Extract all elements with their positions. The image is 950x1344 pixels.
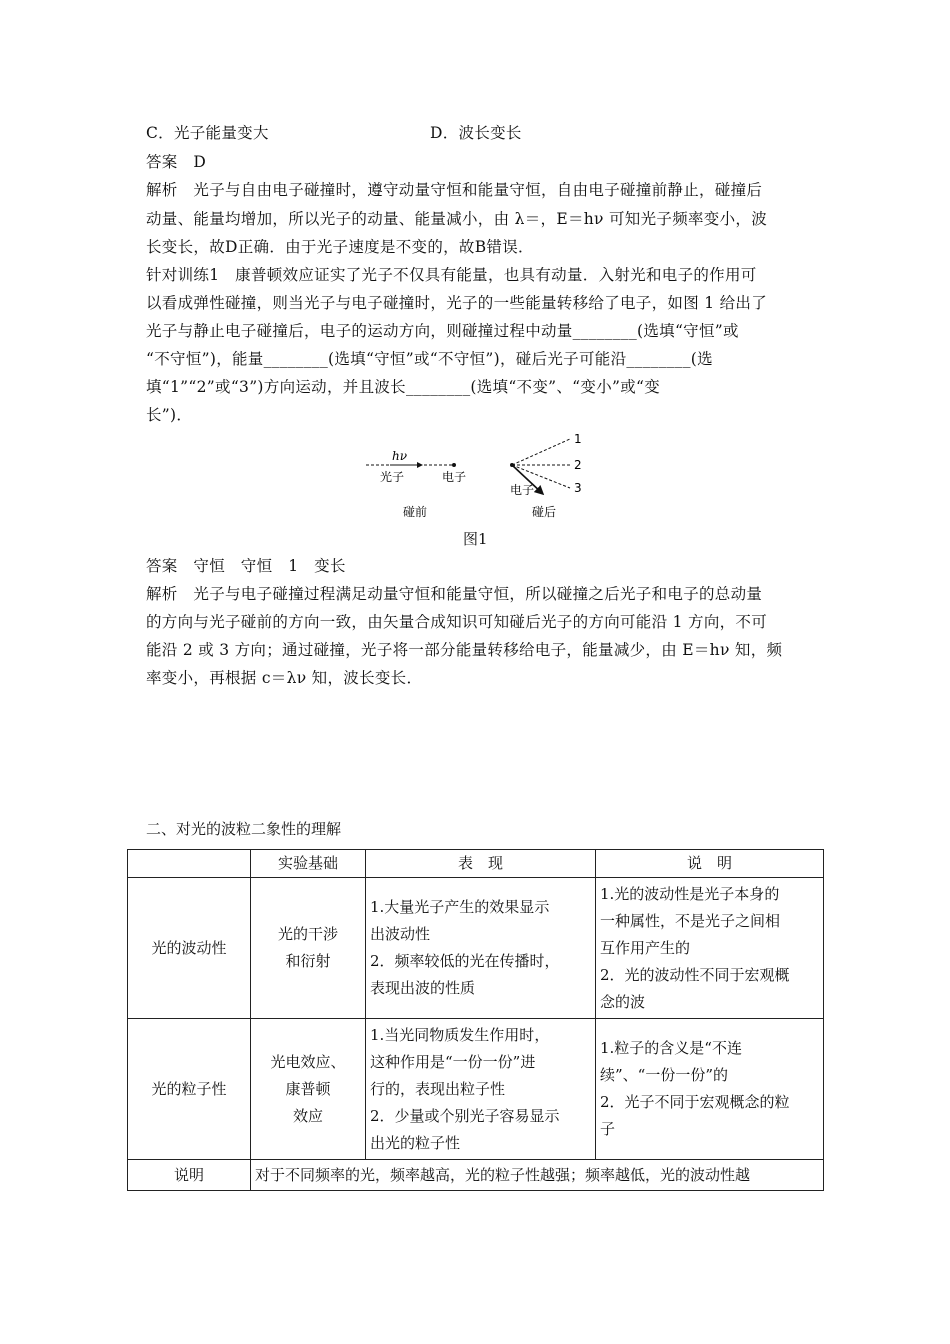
particle-note-line: 1.粒子的含义是“不连 bbox=[600, 1039, 742, 1057]
option-c bbox=[146, 123, 269, 143]
wave-particle-table bbox=[127, 849, 824, 1191]
example-analysis-line: 解析 光子与自由电子碰撞时，遵守动量守恒和能量守恒，自由电子碰撞前静止，碰撞后 bbox=[146, 181, 763, 199]
wave-behavior-line: 1.大量光子产生的效果显示 bbox=[370, 898, 550, 916]
table-row bbox=[128, 878, 824, 1019]
particle-basis-line: 康普顿 bbox=[285, 1079, 331, 1098]
particle-note-line: 续”、“一份一份”的 bbox=[600, 1066, 729, 1084]
training-line: 针对训练1 康普顿效应证实了光子不仅具有能量，也具有动量．入射光和电子的作用可 bbox=[146, 266, 757, 284]
particle-basis-line: 光电效应、 bbox=[270, 1052, 346, 1071]
header-note: 说 明 bbox=[596, 850, 824, 878]
training-analysis-line: 率变小，再根据 c＝λν 知，波长变长． bbox=[146, 669, 423, 687]
wave-label: 光的波动性 bbox=[128, 878, 251, 1019]
particle-note-line: 2．光子不同于宏观概念的粒 bbox=[600, 1093, 790, 1111]
direction-1-line bbox=[512, 439, 570, 465]
particle-behavior-line: 1.当光同物质发生作用时， bbox=[370, 1025, 550, 1044]
wave-behavior-line: 2．频率较低的光在传播时， bbox=[370, 952, 560, 970]
training-line: 以看成弹性碰撞，则当光子与电子碰撞时，光子的一些能量转移给了电子，如图 1 给出了 bbox=[146, 294, 768, 312]
summary-text: 对于不同频率的光，频率越高，光的粒子性越强；频率越低，光的波动性越 bbox=[251, 1160, 824, 1191]
training-line: 光子与静止电子碰撞后，电子的运动方向，则碰撞过程中动量________(选填“守恒”或 bbox=[146, 322, 739, 340]
electron-label-after: 电子 bbox=[510, 483, 535, 497]
particle-behavior-line: 出光的粒子性 bbox=[370, 1133, 461, 1152]
particle-behavior-line: 2．少量或个别光子容易显示 bbox=[370, 1106, 560, 1125]
wave-behavior-line: 出波动性 bbox=[370, 925, 431, 943]
direction-1-label: 1 bbox=[574, 432, 582, 446]
particle-behavior bbox=[366, 1019, 596, 1160]
wave-note-line: 互作用产生的 bbox=[600, 938, 691, 957]
wave-basis-line: 光的干涉 bbox=[277, 925, 338, 943]
summary-label: 说明 bbox=[128, 1160, 251, 1191]
header-behavior: 表 现 bbox=[366, 850, 596, 878]
wave-behavior bbox=[366, 878, 596, 1019]
wave-note-line: 一种属性，不是光子之间相 bbox=[600, 911, 781, 930]
particle-behavior-line: 这种作用是“一份一份”进 bbox=[370, 1052, 536, 1071]
header-basis: 实验基础 bbox=[251, 850, 366, 878]
wave-note bbox=[596, 878, 824, 1019]
table-row bbox=[128, 1160, 824, 1191]
electron-label-before: 电子 bbox=[442, 470, 467, 484]
hv-label: hν bbox=[392, 449, 408, 463]
wave-behavior-line: 表现出波的性质 bbox=[370, 979, 476, 997]
example-answer: 答案 D bbox=[146, 153, 207, 171]
figure-caption: 图1 bbox=[463, 530, 488, 548]
training-analysis-line: 能沿 2 或 3 方向；通过碰撞，光子将一部分能量转移给电子，能量减少，由 E＝hν 知，频 bbox=[146, 641, 783, 659]
example-analysis-line: 动量、能量均增加，所以光子的动量、能量减小，由 λ＝，E＝hν 可知光子频率变小，波 bbox=[146, 210, 767, 228]
compton-diagram bbox=[360, 428, 600, 528]
compton-figure bbox=[360, 428, 600, 528]
header-empty bbox=[128, 850, 251, 878]
particle-basis-line: 效应 bbox=[292, 1106, 323, 1125]
training-answer: 答案 守恒 守恒 1 变长 bbox=[146, 557, 346, 575]
option-c-text: C．光子能量变大 bbox=[146, 124, 269, 142]
training-line: 填“1”“2”或“3”)方向运动，并且波长________(选填“不变”、“变小”或“变 bbox=[146, 378, 661, 396]
wave-note-line: 2．光的波动性不同于宏观概 bbox=[600, 965, 790, 984]
training-line: 长”)． bbox=[146, 406, 193, 424]
section-title: 二、对光的波粒二象性的理解 bbox=[146, 820, 342, 838]
training-analysis-line: 解析 光子与电子碰撞过程满足动量守恒和能量守恒，所以碰撞之后光子和电子的总动量 bbox=[146, 585, 763, 603]
electron-dot-before bbox=[452, 463, 456, 467]
option-d-text: D．波长变长 bbox=[430, 124, 522, 142]
particle-label: 光的粒子性 bbox=[128, 1019, 251, 1160]
wave-note-line: 1.光的波动性是光子本身的 bbox=[600, 884, 780, 903]
example-analysis-line: 长变长，故D正确．由于光子速度是不变的，故B错误． bbox=[146, 238, 534, 256]
before-label: 碰前 bbox=[403, 505, 428, 519]
particle-basis bbox=[251, 1019, 366, 1160]
table-row bbox=[128, 1019, 824, 1160]
photon-label: 光子 bbox=[380, 470, 405, 484]
training-line: “不守恒”)，能量________(选填“守恒”或“不守恒”)，碰后光子可能沿________(选 bbox=[146, 350, 713, 368]
option-d bbox=[430, 123, 522, 143]
table-header-row bbox=[128, 850, 824, 878]
wave-basis bbox=[251, 878, 366, 1019]
particle-note bbox=[596, 1019, 824, 1160]
wave-basis-line: 和衍射 bbox=[285, 952, 331, 970]
particle-behavior-line: 行的，表现出粒子性 bbox=[370, 1079, 506, 1098]
direction-2-label: 2 bbox=[574, 458, 582, 472]
wave-note-line: 念的波 bbox=[600, 992, 646, 1011]
direction-3-label: 3 bbox=[574, 481, 582, 495]
training-analysis-line: 的方向与光子碰前的方向一致，由矢量合成知识可知碰后光子的方向可能沿 1 方向，不可 bbox=[146, 613, 768, 631]
particle-note-line: 子 bbox=[600, 1120, 616, 1138]
after-label: 碰后 bbox=[532, 505, 557, 519]
